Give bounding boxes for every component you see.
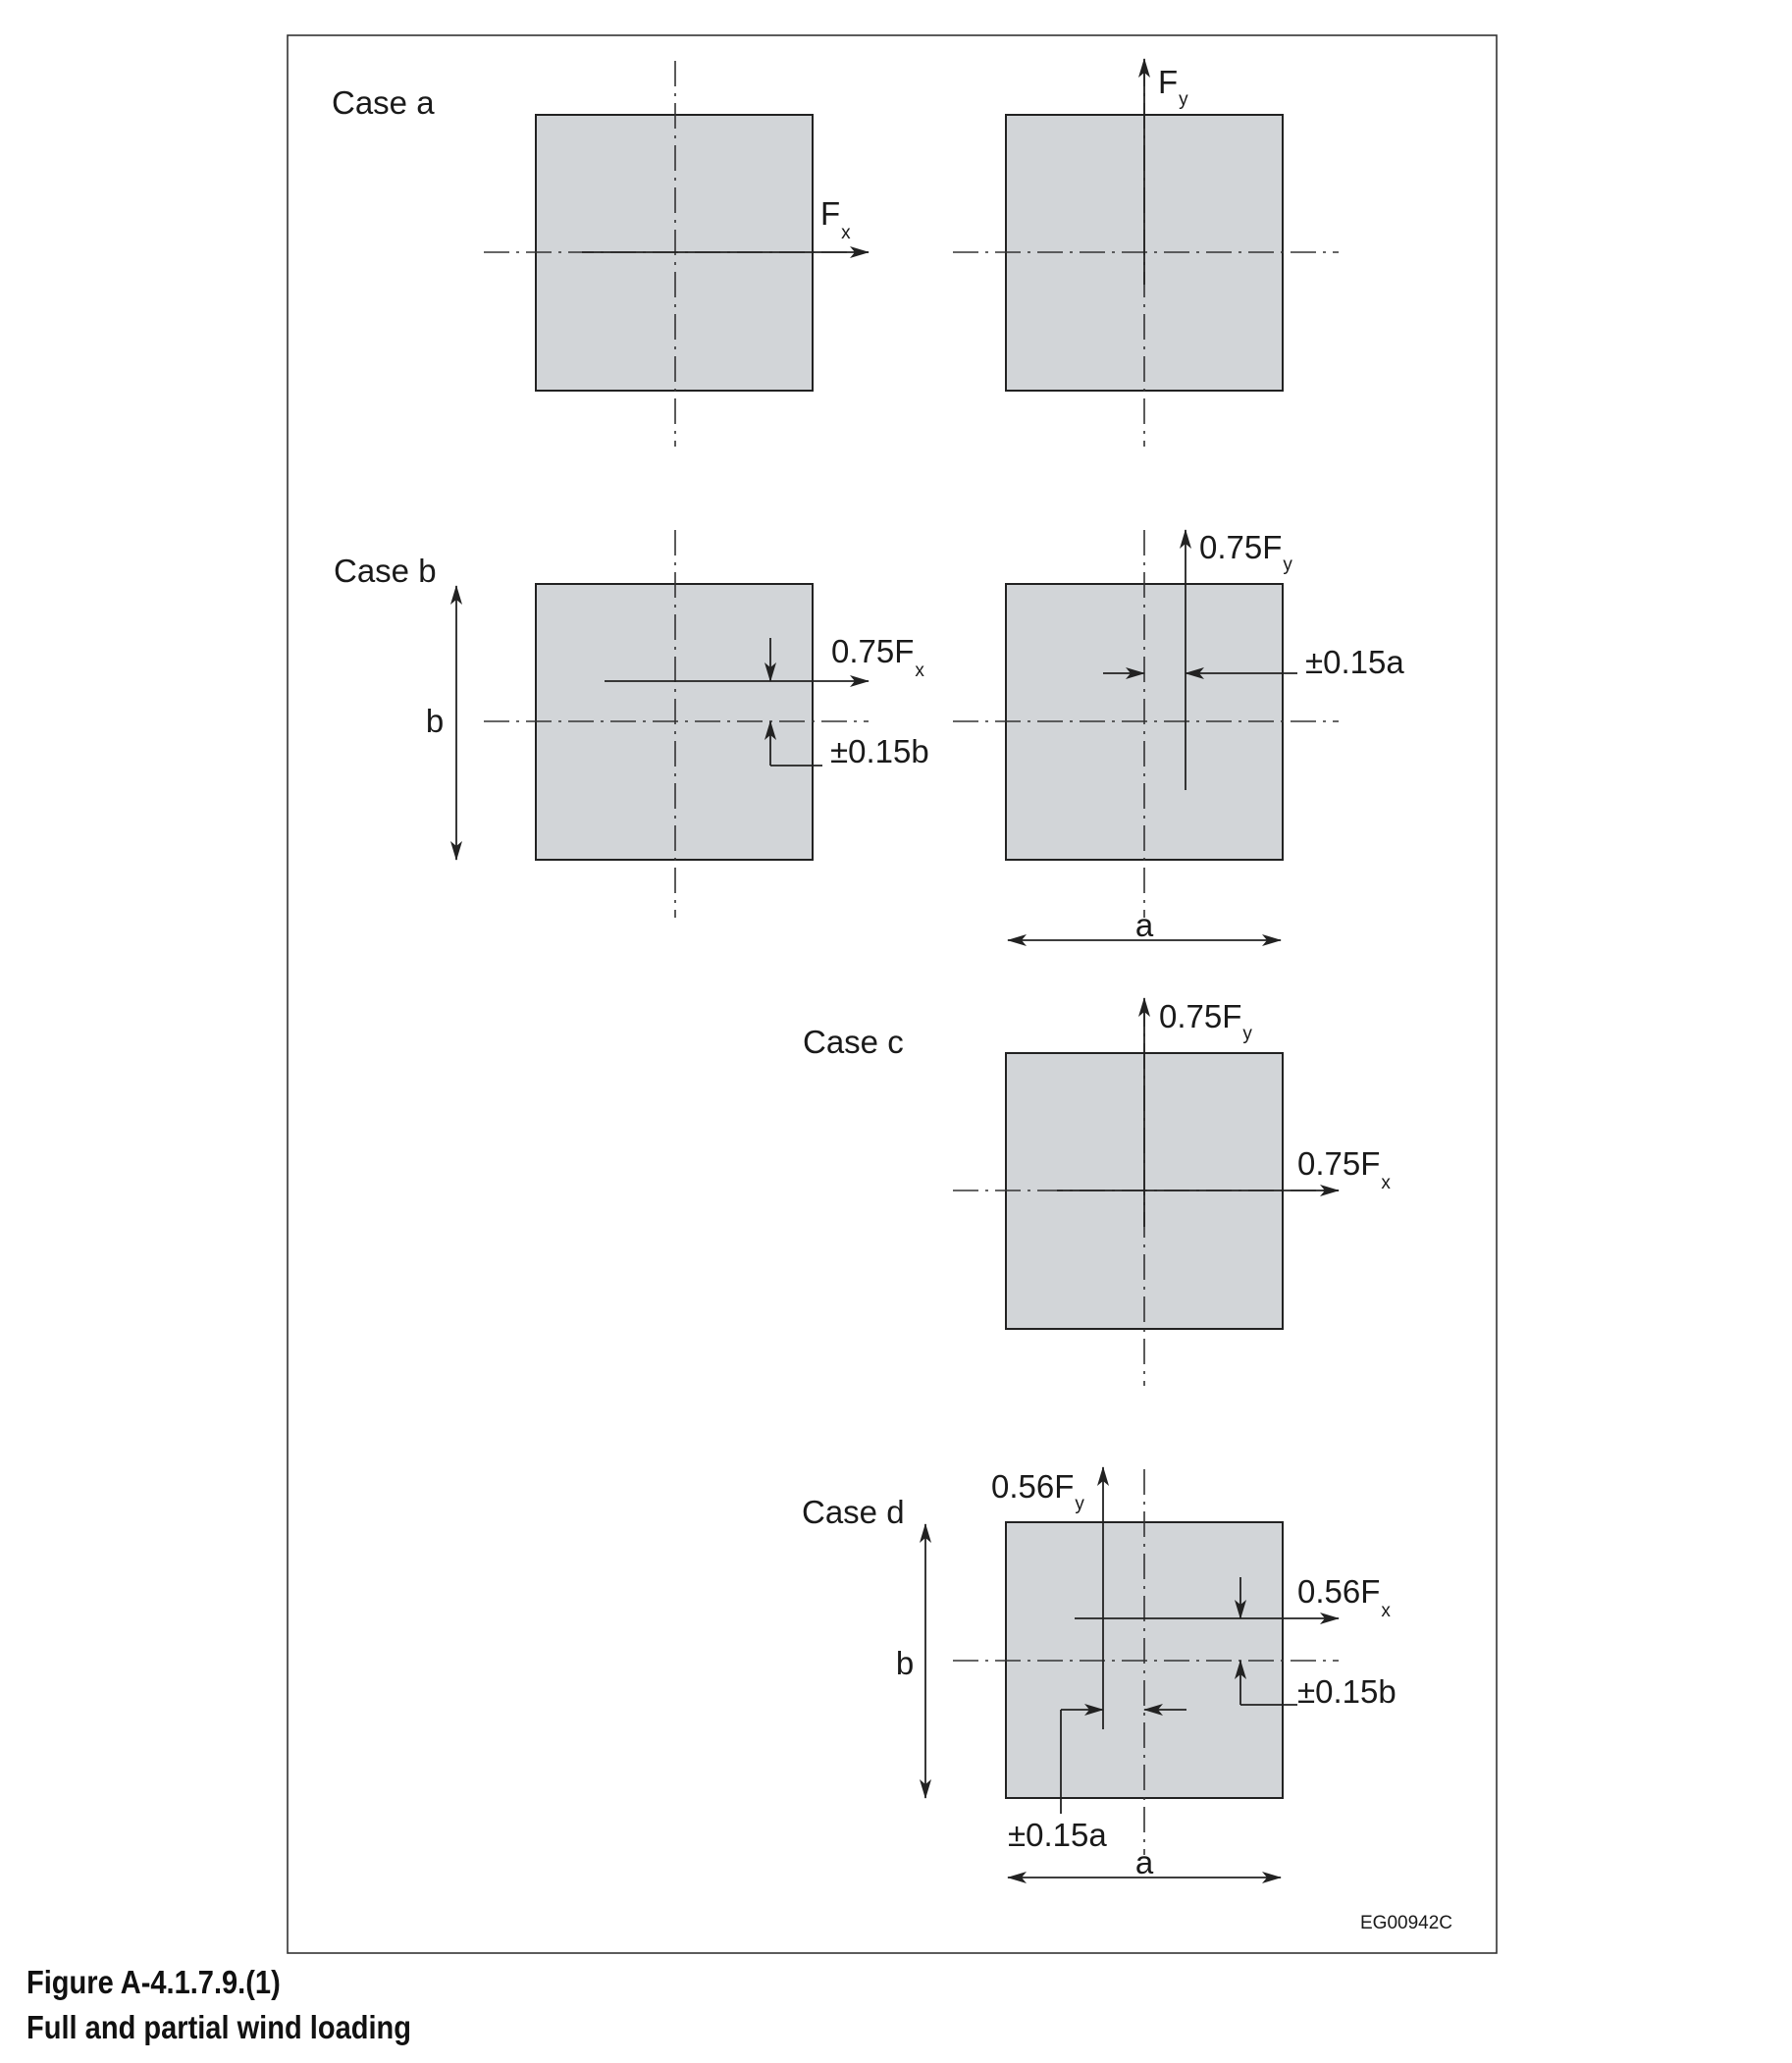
case-c [803,998,1391,1386]
case-b-eccentricity-b-label: ±0.15b [830,733,929,769]
case-d-fy-label: 0.56Fy [991,1468,1084,1514]
case-c-fx-label: 0.75Fx [1297,1145,1391,1193]
case-b-eccentricity-a-label: ±0.15a [1305,644,1404,680]
case-a-fy-label: Fy [1158,64,1188,110]
case-b-dimension-a-label: a [1134,907,1154,943]
case-c-title: Case c [803,1024,904,1060]
case-b [334,529,1404,943]
case-d-dimension-a-label: a [1134,1844,1154,1880]
case-d-eccentricity-b-label: ±0.15b [1297,1673,1397,1710]
case-a-fx-label: Fx [820,195,851,243]
case-d-dimension-b-label: b [895,1645,915,1681]
case-b-fy-label: 0.75Fy [1199,529,1292,575]
figure-number: Figure A-4.1.7.9.(1) [26,1964,281,2000]
case-d-title: Case d [802,1494,905,1530]
drawing-code: EG00942C [1360,1913,1453,1933]
case-b-title: Case b [334,553,437,589]
case-a [332,59,1339,447]
case-b-fx-label: 0.75Fx [831,633,924,681]
figure-frame [288,35,1497,1953]
case-a-title: Case a [332,84,435,121]
figure-title: Full and partial wind loading [26,2009,412,2045]
case-d [802,1467,1397,1880]
case-d-eccentricity-a-label: ±0.15a [1008,1817,1107,1853]
case-c-fy-label: 0.75Fy [1159,998,1252,1044]
case-d-fx-label: 0.56Fx [1297,1573,1391,1621]
case-b-dimension-b-label: b [425,703,445,739]
